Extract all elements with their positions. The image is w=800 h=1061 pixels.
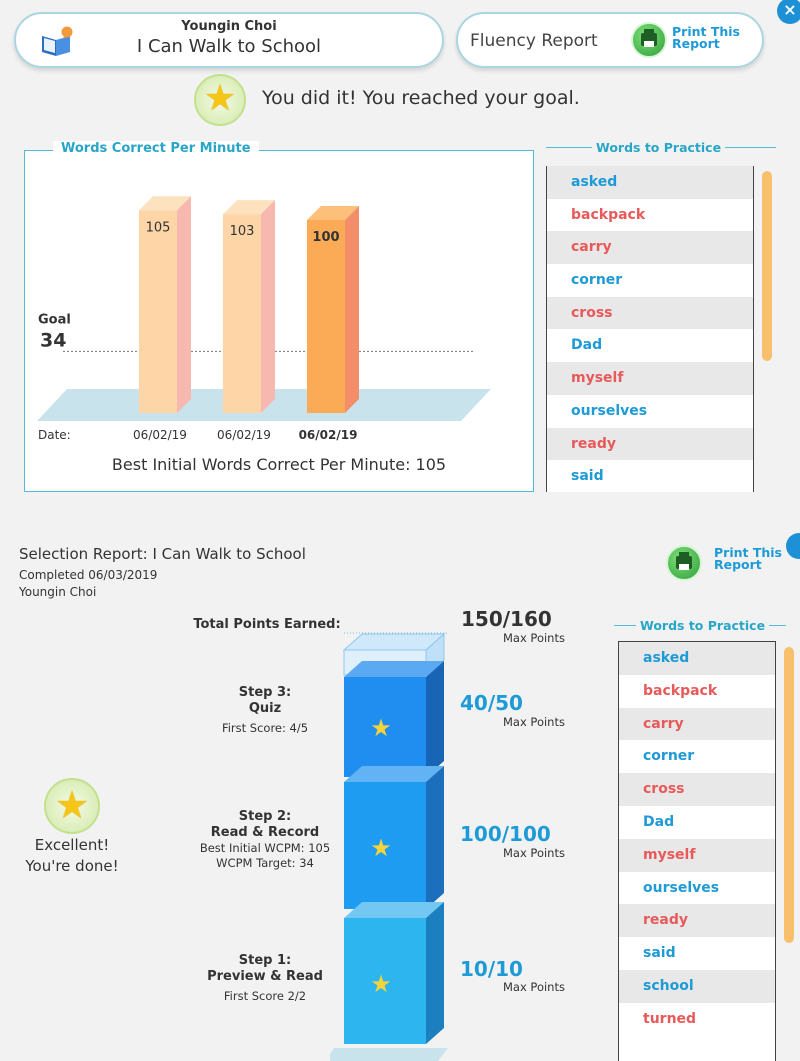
date-label: 06/02/19 xyxy=(133,428,187,442)
max-points-label: Max Points xyxy=(503,631,565,645)
selection-report-panel xyxy=(0,535,800,1061)
total-points-label: Total Points Earned: xyxy=(193,617,341,632)
report-header xyxy=(456,12,764,68)
bar xyxy=(139,210,177,413)
print-report-button[interactable] xyxy=(666,545,702,581)
bar xyxy=(307,220,345,413)
step3-label xyxy=(180,685,350,736)
word-item-cross[interactable]: cross xyxy=(619,773,775,806)
fluency-report-panel xyxy=(0,0,800,520)
step2-block xyxy=(344,766,444,909)
word-item-said[interactable]: said xyxy=(571,468,604,485)
step1-title: Step 1: xyxy=(238,953,292,968)
word-item-carry[interactable]: carry xyxy=(619,708,775,741)
stack-floor xyxy=(330,1048,448,1061)
star-icon: ★ xyxy=(370,834,392,862)
print-report-button[interactable] xyxy=(631,22,667,58)
step3-block xyxy=(344,661,444,777)
step1-max-label: Max Points xyxy=(503,980,565,994)
step3-score: 40/50 xyxy=(460,691,523,715)
date-label: 06/02/19 xyxy=(298,428,358,442)
word-item-dad[interactable]: Dad xyxy=(571,337,603,354)
step2-max-label: Max Points xyxy=(503,846,565,860)
points-stack xyxy=(330,630,460,1061)
completion-message xyxy=(12,835,132,877)
star-icon: ★ xyxy=(194,74,246,126)
step2-detail-1: Best Initial WCPM: 105 xyxy=(199,841,331,855)
word-item-school[interactable]: school xyxy=(619,970,775,1003)
printer-icon xyxy=(641,33,657,46)
bar-value-label: 103 xyxy=(229,224,255,240)
print-label-line1: Print This xyxy=(714,545,782,560)
x-axis-label: Date: xyxy=(38,428,71,442)
star-icon: ★ xyxy=(370,970,392,998)
word-item-corner[interactable]: corner xyxy=(571,272,623,289)
bar-side xyxy=(261,200,275,413)
wcpm-chart-box xyxy=(24,141,534,492)
step1-label xyxy=(180,953,350,1004)
scrollbar-thumb[interactable] xyxy=(762,171,772,361)
step2-subtitle: Read & Record xyxy=(210,825,320,840)
print-report-link[interactable] xyxy=(672,26,740,50)
story-title: I Can Walk to School xyxy=(136,36,322,57)
word-item-turned[interactable]: turned xyxy=(643,1010,697,1027)
words-to-practice-header xyxy=(546,140,776,154)
word-item-myself[interactable]: myself xyxy=(619,839,775,872)
word-item-myself[interactable]: myself xyxy=(547,362,753,395)
step1-subtitle: Preview & Read xyxy=(207,969,323,984)
goal-value: 34 xyxy=(40,329,67,352)
close-icon[interactable]: × xyxy=(777,0,800,24)
bar-value-label: 100 xyxy=(312,229,340,245)
wcpm-chart-title: Words Correct Per Minute xyxy=(53,141,259,156)
step2-detail-2: WCPM Target: 34 xyxy=(216,856,314,870)
completed-date: Completed 06/03/2019 xyxy=(19,568,158,582)
step3-title: Step 3: xyxy=(238,685,292,700)
star-icon: ★ xyxy=(370,714,392,742)
word-item-backpack[interactable]: backpack xyxy=(571,206,646,223)
words-to-practice-list[interactable] xyxy=(546,166,754,492)
story-header xyxy=(14,12,444,68)
star-icon: ★ xyxy=(44,778,100,834)
words-to-practice-list[interactable] xyxy=(618,641,776,1061)
word-item-corner[interactable]: corner xyxy=(643,748,695,765)
bar-value-label: 105 xyxy=(145,220,171,236)
print-label-line2: Report xyxy=(672,36,720,51)
best-initial-wcpm: Best Initial Words Correct Per Minute: 105 xyxy=(111,455,447,474)
selection-report-title: Selection Report: I Can Walk to School xyxy=(19,545,306,563)
student-name: Youngin Choi xyxy=(181,19,277,34)
bar-side xyxy=(177,196,191,413)
step2-title: Step 2: xyxy=(238,809,292,824)
step3-max-label: Max Points xyxy=(503,715,565,729)
word-item-asked[interactable]: asked xyxy=(619,642,775,675)
completion-line1: Excellent! xyxy=(34,836,110,854)
report-title: Fluency Report xyxy=(470,31,598,51)
step1-detail: First Score 2/2 xyxy=(223,989,307,1003)
word-item-carry[interactable]: carry xyxy=(547,231,753,264)
close-icon[interactable] xyxy=(786,533,800,559)
bar xyxy=(223,214,261,413)
step1-score: 10/10 xyxy=(460,957,523,981)
goal-label: Goal xyxy=(38,312,71,328)
step3-detail: First Score: 4/5 xyxy=(221,721,309,735)
word-item-ready[interactable]: ready xyxy=(547,428,753,461)
print-label-line1: Print This xyxy=(672,24,740,39)
total-points-score: 150/160 xyxy=(461,607,552,631)
date-label: 06/02/19 xyxy=(217,428,271,442)
word-item-asked[interactable]: asked xyxy=(547,166,753,199)
step3-subtitle: Quiz xyxy=(248,701,282,716)
student-name: Youngin Choi xyxy=(19,585,97,599)
words-to-practice-header xyxy=(614,618,786,632)
word-item-backpack[interactable]: backpack xyxy=(643,682,718,699)
word-item-said[interactable]: said xyxy=(643,945,676,962)
scrollbar-thumb[interactable] xyxy=(784,647,794,943)
completion-line2: You're done! xyxy=(25,857,119,875)
step2-label xyxy=(180,809,350,871)
goal-message: You did it! You reached your goal. xyxy=(262,87,580,109)
step1-block xyxy=(344,902,444,1044)
word-item-dad[interactable]: Dad xyxy=(643,813,675,830)
wcpm-chart xyxy=(25,151,535,451)
word-item-ourselves[interactable]: ourselves xyxy=(643,879,720,896)
print-report-link[interactable] xyxy=(714,547,782,571)
printer-icon xyxy=(676,556,692,569)
words-to-practice-title: Words to Practice xyxy=(636,618,769,633)
bar-side xyxy=(345,206,359,413)
step2-score: 100/100 xyxy=(460,822,551,846)
word-item-ourselves[interactable]: ourselves xyxy=(571,402,648,419)
print-label-line2: Report xyxy=(714,557,762,572)
words-to-practice-title: Words to Practice xyxy=(592,140,725,155)
word-item-ready[interactable]: ready xyxy=(619,904,775,937)
word-item-cross[interactable]: cross xyxy=(547,297,753,330)
